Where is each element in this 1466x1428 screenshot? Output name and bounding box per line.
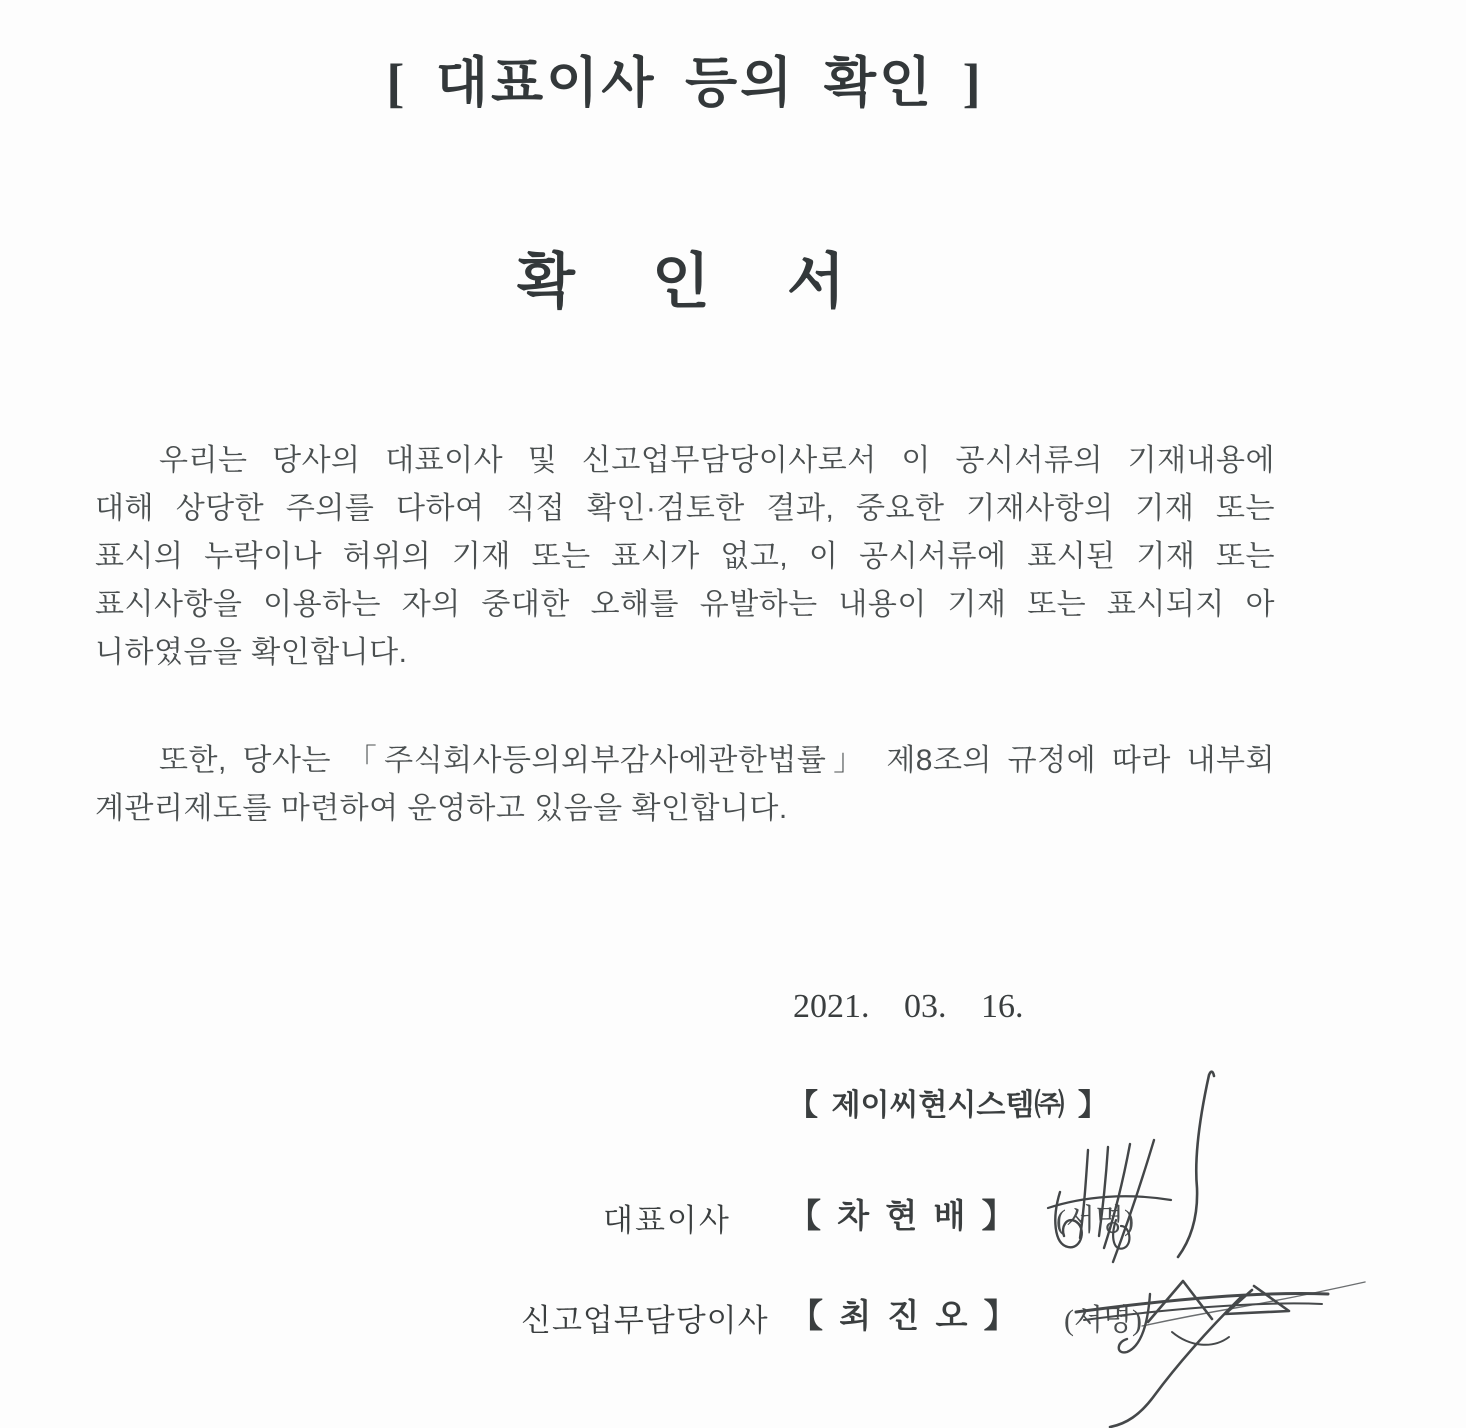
company-name: 【 제이씨현시스템㈜ 】 <box>788 1089 1108 1122</box>
paragraph-1-line: 니하였음을 확인합니다. <box>95 636 408 669</box>
paragraph-2-line: 또한, 당사는 「주식회사등의외부감사에관한법률」 제8조의 규정에 따라 내부회 <box>159 744 1275 777</box>
document-title: [ 대표이사 등의 확인 ] <box>386 53 984 113</box>
paragraph-1 <box>95 437 1275 677</box>
paragraph-1-line: 표시의 누락이나 허위의 기재 또는 표시가 없고, 이 공시서류에 표시된 기재 또는 <box>95 540 1275 573</box>
signer-name-ceo: 【 차 현 배 】 <box>788 1199 1015 1235</box>
document-date: 2021. 03. 16. <box>793 988 1024 1025</box>
signature-officer <box>1076 1281 1365 1427</box>
paragraph-2-line: 계관리제도를 마련하여 운영하고 있음을 확인합니다. <box>95 792 788 825</box>
sign-label-ceo: (서명) <box>1056 1204 1134 1237</box>
signer-role-ceo: 대표이사 <box>603 1203 731 1238</box>
sign-label-officer: (서명) <box>1064 1304 1142 1337</box>
signer-role-officer: 신고업무담당이사 <box>521 1303 769 1338</box>
handwritten-signatures <box>1030 1060 1430 1428</box>
signer-name-officer: 【 최 진 오 】 <box>790 1299 1017 1335</box>
signature-ceo <box>1048 1072 1214 1262</box>
paragraph-1-line: 대해 상당한 주의를 다하여 직접 확인·검토한 결과, 중요한 기재사항의 기재 또는 <box>95 492 1275 525</box>
document-heading: 확 인 서 <box>517 249 853 315</box>
paragraph-1-line: 우리는 당사의 대표이사 및 신고업무담당이사로서 이 공시서류의 기재내용에 <box>159 444 1275 477</box>
paragraph-2 <box>95 737 1275 833</box>
paragraph-1-line: 표시사항을 이용하는 자의 중대한 오해를 유발하는 내용이 기재 또는 표시되지 아 <box>95 588 1275 621</box>
